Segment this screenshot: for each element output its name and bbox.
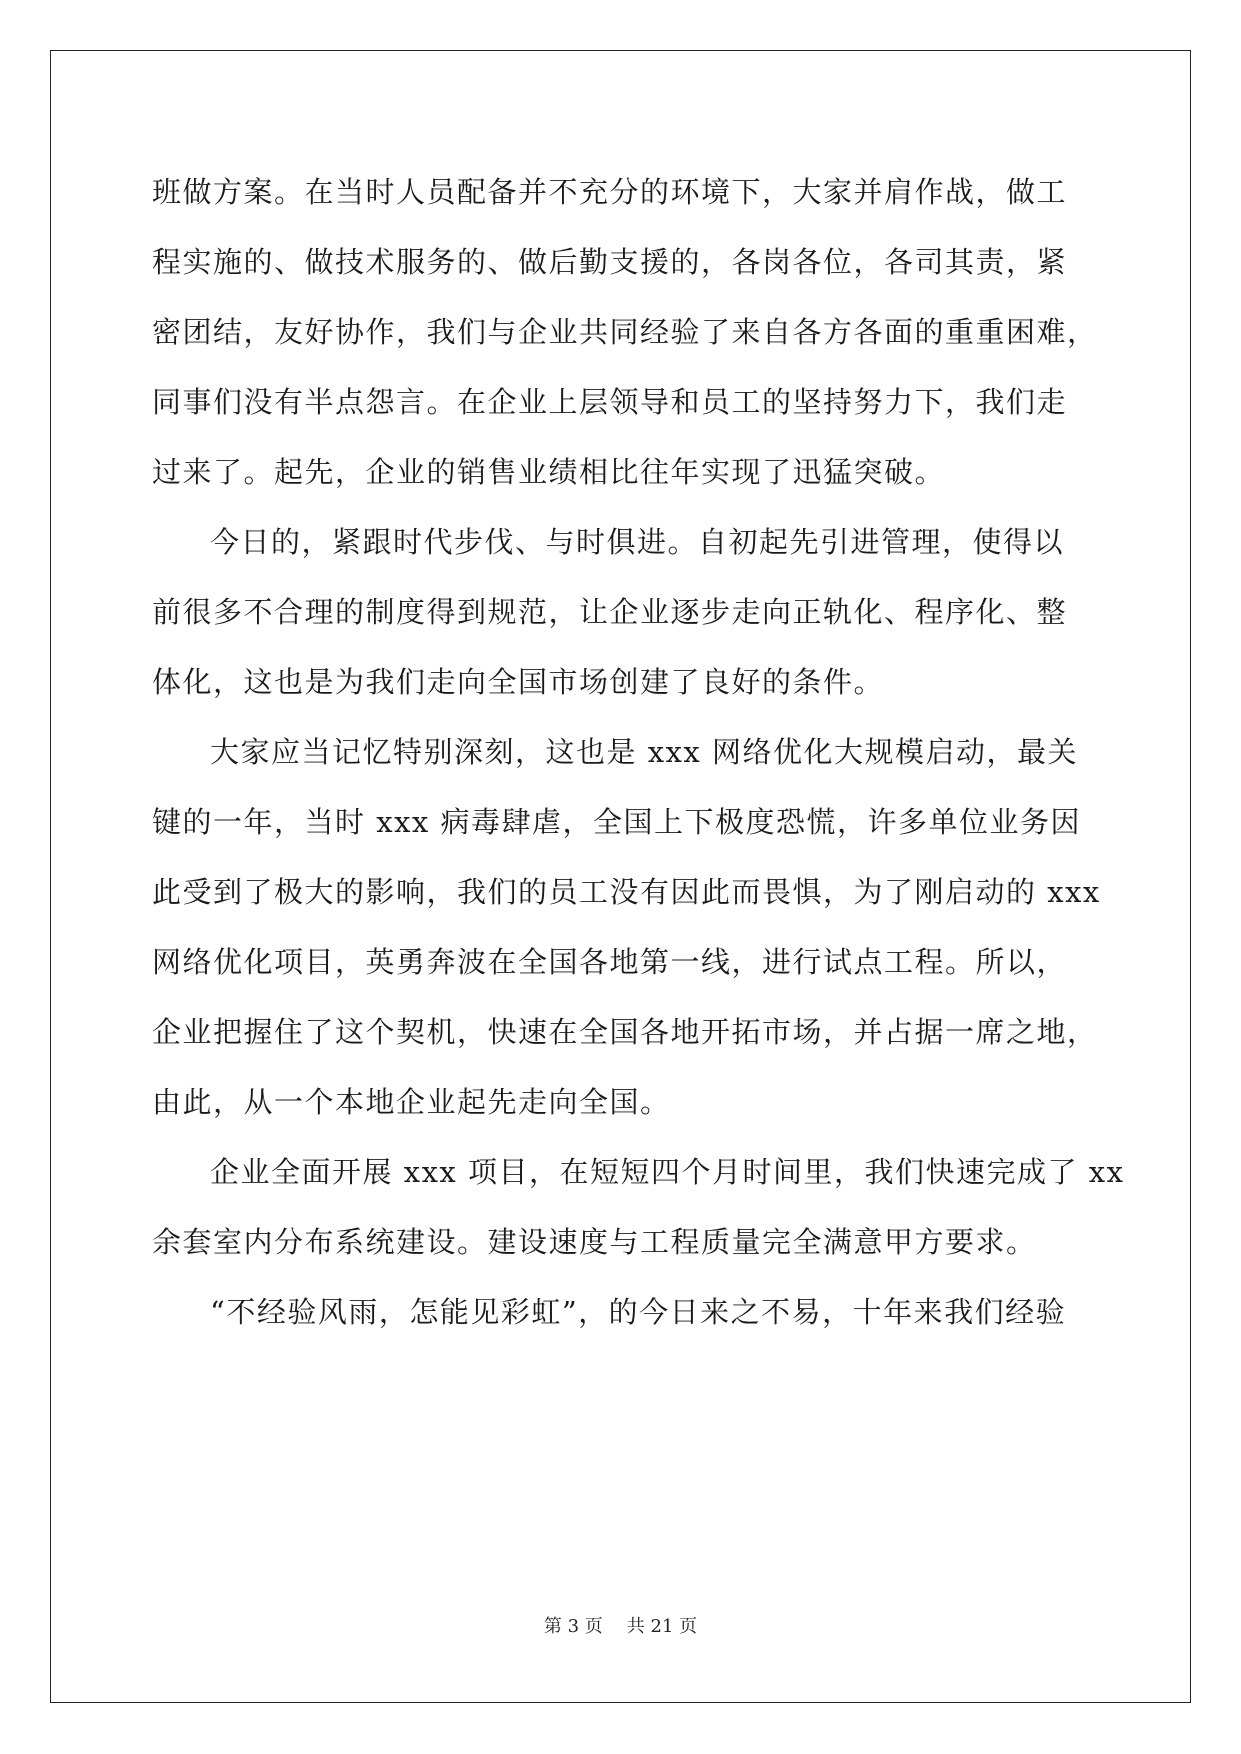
text-line: 过来了。起先，企业的销售业绩相比往年实现了迅猛突破。 — [152, 455, 946, 489]
text-line: 企业全面开展 xxx 项目，在短短四个月时间里，我们快速完成了 xx — [210, 1155, 1125, 1189]
text-line: 键的一年，当时 xxx 病毒肆虐，全国上下极度恐慌，许多单位业务因 — [152, 805, 1082, 839]
text-line: 网络优化项目，英勇奔波在全国各地第一线，进行试点工程。所以， — [152, 945, 1068, 979]
page-footer — [0, 1612, 1241, 1638]
page-total: 共 21 页 — [626, 1616, 698, 1637]
text-line: 同事们没有半点怨言。在企业上层领导和员工的坚持努力下，我们走 — [152, 385, 1068, 419]
text-line: 企业把握住了这个契机，快速在全国各地开拓市场，并占据一席之地， — [152, 1015, 1098, 1049]
text-line: 体化，这也是为我们走向全国市场创建了良好的条件。 — [152, 665, 885, 699]
text-line: 班做方案。在当时人员配备并不充分的环境下，大家并肩作战，做工 — [152, 175, 1068, 209]
text-line: 密团结，友好协作，我们与企业共同经验了来自各方各面的重重困难， — [152, 315, 1098, 349]
text-line: 由此，从一个本地企业起先走向全国。 — [152, 1085, 671, 1119]
text-line: 余套室内分布系统建设。建设速度与工程质量完全满意甲方要求。 — [152, 1225, 1037, 1259]
text-line: 程实施的、做技术服务的、做后勤支援的，各岗各位，各司其责，紧 — [152, 245, 1068, 279]
text-line: 大家应当记忆特别深刻，这也是 xxx 网络优化大规模启动，最关 — [210, 735, 1079, 769]
page-number: 第 3 页 — [543, 1616, 603, 1637]
text-line: 此受到了极大的影响，我们的员工没有因此而畏惧，为了刚启动的 xxx — [152, 875, 1101, 909]
text-line: 前很多不合理的制度得到规范，让企业逐步走向正轨化、程序化、整 — [152, 595, 1068, 629]
text-line: “不经验风雨，怎能见彩虹”，的今日来之不易，十年来我们经验 — [210, 1295, 1067, 1329]
text-line: 今日的，紧跟时代步伐、与时俱进。自初起先引进管理，使得以 — [210, 525, 1065, 559]
